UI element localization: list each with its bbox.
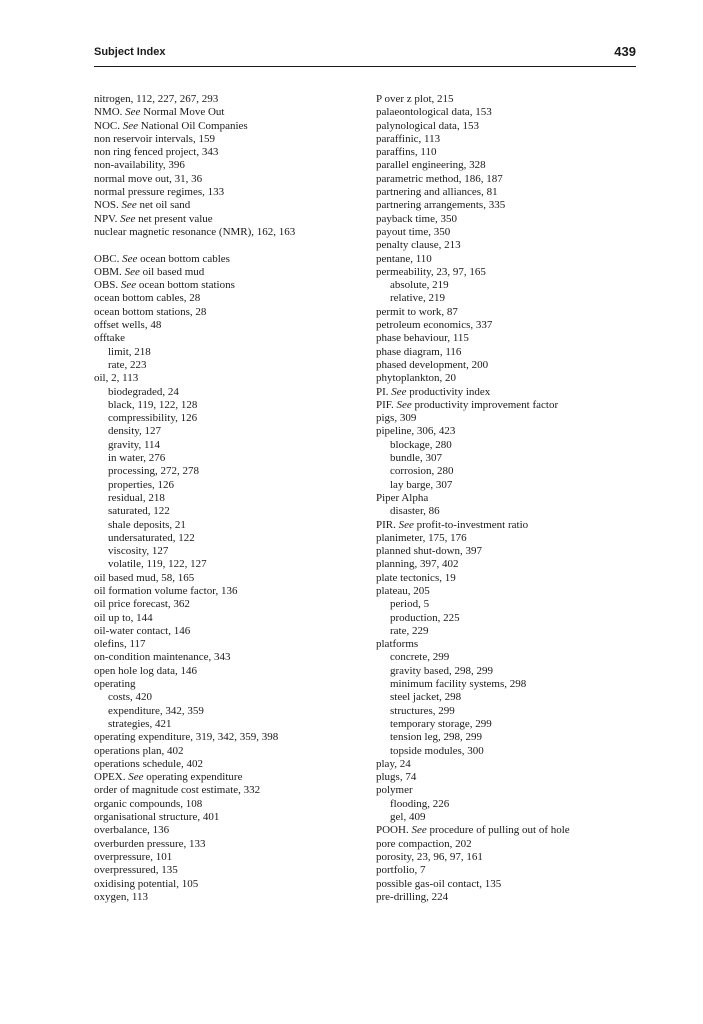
index-entry: organisational structure, 401 bbox=[94, 811, 220, 824]
index-subentry: temporary storage, 299 bbox=[390, 717, 492, 730]
index-subentry: shale deposits, 21 bbox=[108, 518, 186, 531]
index-subentry: viscosity, 127 bbox=[108, 545, 169, 558]
index-entry: organic compounds, 108 bbox=[94, 797, 203, 810]
index-subentry: bundle, 307 bbox=[390, 452, 442, 465]
index-entry: penalty clause, 213 bbox=[376, 239, 461, 252]
index-entry: on-condition maintenance, 343 bbox=[94, 651, 231, 664]
index-subentry: disaster, 86 bbox=[390, 505, 440, 518]
index-entry: ocean bottom cables, 28 bbox=[94, 292, 201, 305]
index-subentry: residual, 218 bbox=[108, 491, 165, 504]
index-subentry: black, 119, 122, 128 bbox=[108, 398, 198, 411]
index-entry: nitrogen, 112, 227, 267, 293 bbox=[94, 93, 219, 105]
index-entry: POOH. See procedure of pulling out of hole bbox=[376, 824, 570, 837]
index-entry: partnering and alliances, 81 bbox=[376, 186, 498, 199]
index-entry: oil based mud, 58, 165 bbox=[94, 571, 195, 584]
index-entry: polymer bbox=[376, 784, 413, 797]
index-entry: payback time, 350 bbox=[376, 212, 457, 225]
index-entry: OBC. See ocean bottom cables bbox=[94, 252, 230, 265]
index-subentry: flooding, 226 bbox=[390, 797, 450, 810]
index-entry: parallel engineering, 328 bbox=[376, 159, 486, 172]
index-entry: oil formation volume factor, 136 bbox=[94, 584, 238, 597]
index-entry: paraffins, 110 bbox=[376, 146, 437, 159]
index-entry: OPEX. See operating expenditure bbox=[94, 771, 243, 784]
index-entry: NPV. See net present value bbox=[94, 212, 213, 225]
index-entry: petroleum economics, 337 bbox=[376, 319, 493, 332]
index-entry: Piper Alpha bbox=[376, 491, 429, 504]
index-entry: nuclear magnetic resonance (NMR), 162, 163 bbox=[94, 225, 296, 238]
index-entry: P over z plot, 215 bbox=[376, 93, 454, 105]
index-entry: open hole log data, 146 bbox=[94, 664, 197, 677]
index-entry: overpressure, 101 bbox=[94, 850, 173, 863]
index-subentry: rate, 223 bbox=[108, 358, 147, 371]
index-entry: oil, 2, 113 bbox=[94, 372, 139, 385]
index-entry: overbalance, 136 bbox=[94, 824, 170, 837]
index-column-left bbox=[94, 93, 359, 904]
index-entry: pore compaction, 202 bbox=[376, 837, 472, 850]
index-subentry: undersaturated, 122 bbox=[108, 531, 195, 544]
index-entry: non-availability, 396 bbox=[94, 159, 185, 172]
index-entry: oxidising potential, 105 bbox=[94, 877, 199, 890]
index-entry: pigs, 309 bbox=[376, 412, 417, 425]
index-subentry: corrosion, 280 bbox=[390, 465, 454, 478]
index-entry: non reservoir intervals, 159 bbox=[94, 132, 215, 145]
index-entry: pentane, 110 bbox=[376, 252, 432, 265]
index-entry: operations plan, 402 bbox=[94, 744, 184, 757]
index-subentry: concrete, 299 bbox=[390, 651, 450, 664]
index-entry: partnering arrangements, 335 bbox=[376, 199, 506, 212]
index-entry: parametric method, 186, 187 bbox=[376, 172, 503, 185]
index-entry: operating bbox=[94, 678, 136, 691]
index-subentry: properties, 126 bbox=[108, 478, 174, 491]
index-entry: possible gas-oil contact, 135 bbox=[376, 877, 502, 890]
index-subentry: volatile, 119, 122, 127 bbox=[108, 558, 207, 571]
index-entry: non ring fenced project, 343 bbox=[94, 146, 219, 159]
index-entry: NOC. See National Oil Companies bbox=[94, 119, 248, 132]
index-entry: planning, 397, 402 bbox=[376, 558, 459, 571]
index-subentry: relative, 219 bbox=[390, 292, 445, 305]
index-subentry: blockage, 280 bbox=[390, 438, 452, 451]
index-subentry: in water, 276 bbox=[108, 452, 166, 465]
index-entry: platforms bbox=[376, 638, 419, 651]
index-subentry: costs, 420 bbox=[108, 691, 152, 704]
index-entry: phased development, 200 bbox=[376, 358, 489, 371]
index-entry: olefins, 117 bbox=[94, 638, 146, 651]
running-header bbox=[94, 46, 636, 67]
index-entry: operations schedule, 402 bbox=[94, 757, 204, 770]
index-subentry: period, 5 bbox=[390, 598, 430, 611]
index-entry: permit to work, 87 bbox=[376, 305, 458, 318]
index-entry: ocean bottom stations, 28 bbox=[94, 305, 207, 318]
index-subentry: biodegraded, 24 bbox=[108, 385, 179, 398]
index-entry: pre-drilling, 224 bbox=[376, 890, 449, 903]
index-entry: overburden pressure, 133 bbox=[94, 837, 206, 850]
index-entry: normal pressure regimes, 133 bbox=[94, 186, 225, 199]
index-entry: plateau, 205 bbox=[376, 584, 430, 597]
index-entry: phase behaviour, 115 bbox=[376, 332, 469, 345]
index-spacer bbox=[94, 239, 359, 252]
index-entry: plugs, 74 bbox=[376, 771, 417, 784]
index-subentry: production, 225 bbox=[390, 611, 460, 624]
index-entry: oil-water contact, 146 bbox=[94, 624, 191, 637]
index-entry: normal move out, 31, 36 bbox=[94, 172, 203, 185]
index-entry: planned shut-down, 397 bbox=[376, 545, 483, 558]
index-entry: oxygen, 113 bbox=[94, 890, 148, 903]
index-entry: payout time, 350 bbox=[376, 225, 451, 238]
index-entry: porosity, 23, 96, 97, 161 bbox=[376, 850, 483, 863]
index-entry: phytoplankton, 20 bbox=[376, 372, 457, 385]
index-entry: NMO. See Normal Move Out bbox=[94, 106, 225, 119]
index-subentry: rate, 229 bbox=[390, 624, 429, 637]
index-entry: offtake bbox=[94, 332, 125, 345]
index-subentry: minimum facility systems, 298 bbox=[390, 678, 527, 691]
index-entry: play, 24 bbox=[376, 757, 411, 770]
index-entry: offset wells, 48 bbox=[94, 319, 162, 332]
index-entry: paraffinic, 113 bbox=[376, 132, 441, 145]
index-entry: OBS. See ocean bottom stations bbox=[94, 279, 235, 292]
index-entry: overpressured, 135 bbox=[94, 864, 178, 877]
index-subentry: limit, 218 bbox=[108, 345, 151, 358]
index-entry: palaeontological data, 153 bbox=[376, 106, 492, 119]
index-subentry: topside modules, 300 bbox=[390, 744, 484, 757]
index-subentry: compressibility, 126 bbox=[108, 412, 198, 425]
index-subentry: steel jacket, 298 bbox=[390, 691, 462, 704]
page-number: 439 bbox=[614, 44, 636, 59]
index-column-right bbox=[376, 93, 636, 904]
index-subentry: density, 127 bbox=[108, 425, 162, 438]
index-entry: oil price forecast, 362 bbox=[94, 598, 190, 611]
index-entry: OBM. See oil based mud bbox=[94, 265, 205, 278]
index-entry: PIR. See profit-to-investment ratio bbox=[376, 518, 529, 531]
index-entry: operating expenditure, 319, 342, 359, 398 bbox=[94, 731, 279, 744]
index-entry: portfolio, 7 bbox=[376, 864, 426, 877]
index-entry: PI. See productivity index bbox=[376, 385, 491, 398]
index-entry: PIF. See productivity improvement factor bbox=[376, 398, 559, 411]
index-entry: phase diagram, 116 bbox=[376, 345, 462, 358]
index-subentry: processing, 272, 278 bbox=[108, 465, 200, 478]
index-subentry: strategies, 421 bbox=[108, 717, 172, 730]
index-entry: permeability, 23, 97, 165 bbox=[376, 265, 486, 278]
index-subentry: absolute, 219 bbox=[390, 279, 449, 292]
index-entry: order of magnitude cost estimate, 332 bbox=[94, 784, 261, 797]
index-entry: planimeter, 175, 176 bbox=[376, 531, 467, 544]
index-subentry: expenditure, 342, 359 bbox=[108, 704, 204, 717]
index-subentry: gravity, 114 bbox=[108, 438, 161, 451]
index-subentry: lay barge, 307 bbox=[390, 478, 453, 491]
index-entry: NOS. See net oil sand bbox=[94, 199, 191, 212]
index-subentry: gravity based, 298, 299 bbox=[390, 664, 493, 677]
index-entry: oil up to, 144 bbox=[94, 611, 153, 624]
section-title: Subject Index bbox=[94, 46, 166, 58]
index-subentry: tension leg, 298, 299 bbox=[390, 731, 482, 744]
index-subentry: structures, 299 bbox=[390, 704, 455, 717]
index-entry: plate tectonics, 19 bbox=[376, 571, 456, 584]
index-entry: palynological data, 153 bbox=[376, 119, 479, 132]
index-entry: pipeline, 306, 423 bbox=[376, 425, 456, 438]
index-subentry: gel, 409 bbox=[390, 811, 426, 824]
index-subentry: saturated, 122 bbox=[108, 505, 170, 518]
